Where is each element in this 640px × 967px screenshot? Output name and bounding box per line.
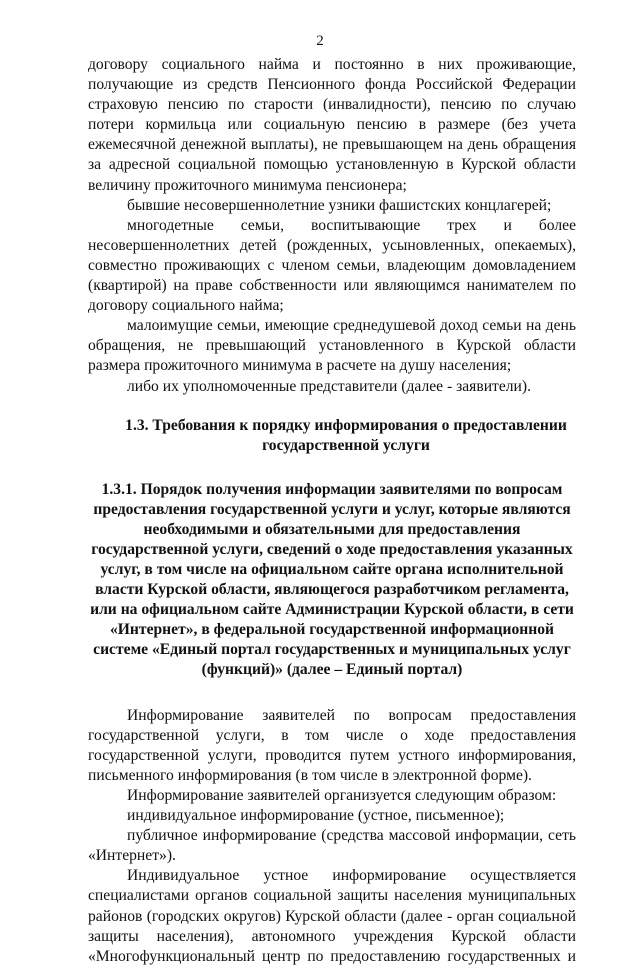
paragraph-low-income-families: малоимущие семьи, имеющие среднедушевой доход семьи на день обращения, не превышающий установленного в Курской области размера прожиточного минимума в расчете на душу населения; [88,317,576,375]
paragraph-informing-organization: Информирование заявителей организуется следующим образом: [127,786,557,804]
paragraph-representatives: либо их уполномоченные представители (далее - заявители). [127,377,531,395]
section-heading-1-3-1: 1.3.1. Порядок получения информации заявителями по вопросам предоставления государственной услуги и услуг, которые являются необходимыми и обязательными для предоставления государственной услуги, сведений о ходе предоставления указанных услуг, в том числе на официальном сайте органа исполнительной власти Курской области, являющегося разработчиком регламента, или на официальном сайте Администрации Курской области, в сети «Интернет», в федеральной государственной информационной системе «Единый портал государственных и муниципальных услуг (функций)» (далее – Единый портал) [90,480,574,678]
paragraph-large-families: многодетные семьи, воспитывающие трех и более несовершеннолетних детей (рожденных, усыновленных, опекаемых), совместно проживающих с членом семьи, владеющим домовладением (квартирой) на праве собственности или являющимся нанимателем по договору социального найма; [88,216,576,315]
paragraph-informing-methods: Информирование заявителей по вопросам предоставления государственной услуги, в том числе о ходе предоставления государственной услуги, проводится путем устного информирования, письменного информирования (в том числе в электронной форме). [88,706,576,784]
page-number: 2 [316,33,324,49]
paragraph-oral-informing: Индивидуальное устное информирование осуществляется специалистами органов социальной защиты населения муниципальных районов (городских округов) Курской области (далее - орган социальной защиты населения), автономного учреждения Курской области «Многофункциональный центр по предоставлению государственных и [88,867,576,965]
paragraph-public-informing: публичное информирование (средства массовой информации, сеть «Интернет»). [88,827,576,865]
paragraph-individual-informing: индивидуальное информирование (устное, письменное); [127,807,505,825]
section-heading-1-3: 1.3. Требования к порядку информирования о предоставлении государственной услуги [125,416,567,454]
paragraph-pensioners: договору социального найма и постоянно в них проживающие, получающие из средств Пенсионного фонда Российской Федерации страховую пенсию по старости (инвалидности), пенсию по случаю потери кормильца или социальную пенсию в размере (без учета ежемесячной денежной выплаты), не превышающем на день обращения за адресной социальной помощью установленную в Курской области величину прожиточного минимума пенсионера; [88,56,576,194]
document-body [88,55,576,967]
paragraph-former-prisoners: бывшие несовершеннолетние узники фашистских концлагерей; [127,196,552,214]
